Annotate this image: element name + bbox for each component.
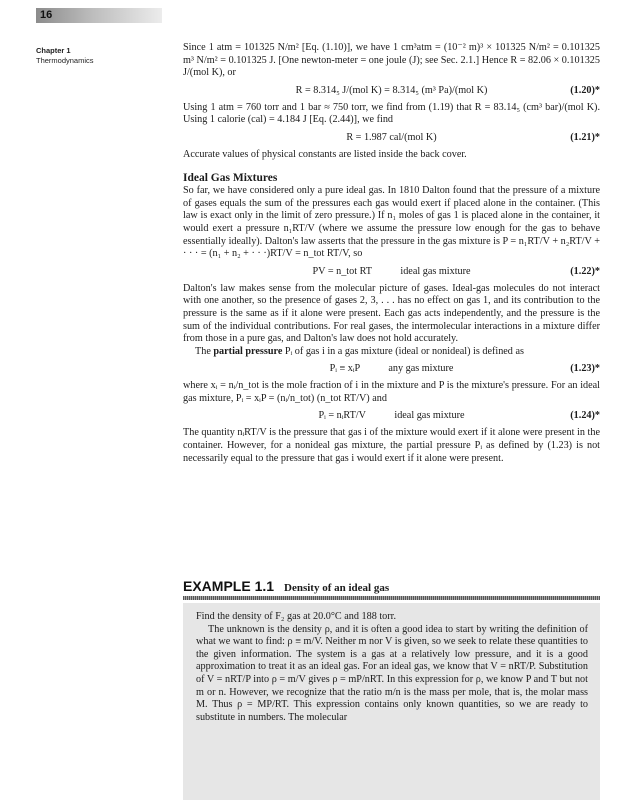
equation-expression: Pᵢ = nᵢRT/V: [318, 410, 366, 422]
equation-condition: ideal gas mixture: [400, 265, 471, 277]
page-number: 16: [40, 9, 53, 21]
paragraph: Using 1 atm = 760 torr and 1 bar ≈ 750 torr, we find from (1.19) that R = 83.14₅ (cm³ bar)/(mol K). Using 1 calorie (cal) = 4.184 J [Eq. (2.44)], we find: [183, 101, 600, 126]
running-head: [36, 46, 94, 66]
equation-1-24: [183, 407, 600, 425]
equation-body: [183, 263, 600, 281]
equation-expression: Pᵢ ≡ xᵢP: [329, 363, 360, 375]
paragraph: Accurate values of physical constants are listed inside the back cover.: [183, 148, 467, 160]
equation-1-21: [183, 129, 600, 147]
text-run: Pᵢ of gas i in a gas mixture (ideal or nonideal) is defined as: [282, 345, 524, 357]
equation-number: (1.23)*: [570, 363, 600, 375]
page-number-bar: [36, 8, 162, 23]
paragraph: where xᵢ = nᵢ/n_tot is the mole fraction of i in the mixture and P is the mixture's pressure. For an ideal gas mixture, Pᵢ = xᵢP = (nᵢ/n_tot) (n_tot RT/V) and: [183, 380, 600, 404]
paragraph: Find the density of F₂ gas at 20.0°C and 188 torr.: [196, 611, 397, 622]
chapter-title: Thermodynamics: [36, 56, 94, 65]
equation-condition: ideal gas mixture: [394, 410, 465, 422]
equation-body: [183, 360, 600, 378]
equation-1-20: [183, 82, 600, 100]
equation-body: [183, 407, 600, 425]
equation-condition: any gas mixture: [388, 363, 454, 375]
equation-1-23: [183, 360, 600, 378]
equation-1-22: [183, 263, 600, 281]
equation-number: (1.24)*: [570, 410, 600, 422]
paragraph: [183, 346, 600, 359]
equation-number: (1.21)*: [570, 131, 600, 143]
equation-body: R = 1.987 cal/(mol K): [346, 131, 437, 143]
paragraph: Since 1 atm = 101325 N/m² [Eq. (1.10)], we have 1 cm³atm = (10⁻² m)³ × 101325 N/m² = 0.101325 m³ N/m² = 0.101325 J. [One newton-meter = one joule (J); see Sec. 2.1.] Hence R = 82.06 × 0.101325 J/(mol K), or: [183, 42, 600, 79]
equation-body: R = 8.314₅ J/(mol K) = 8.314₅ (m³ Pa)/(mol K): [295, 84, 488, 96]
paragraph: The unknown is the density ρ, and it is often a good idea to start by writing the definition of what we want to find: ρ ≡ m/V. Neither m nor V is given, so we seek to relate these quantities to the given information. The system is a gas at a relatively low pressure, and it is a good approximation to treat it as an ideal gas. For an ideal gas, we know that V = nRT/P. Substitution of V = nRT/P into ρ = m/V gives ρ = mP/nRT. In this expression for ρ, we know P and T but not m or n. However, we recognize that the ratio m/n is the mass per mole, that is, the molar mass M. Thus ρ = MP/RT. This expression contains only known quantities, so we are ready to substitute in numbers. The molecular: [196, 623, 588, 723]
defined-term: partial pressure: [213, 345, 283, 357]
paragraph: The quantity nᵢRT/V is the pressure that gas i of the mixture would exert if it alone were present in the container. However, for a nonideal gas mixture, the partial pressure Pᵢ as defined by (1.23) is not necessarily equal to the pressure that gas i would exert if it alone were present.: [183, 427, 600, 464]
main-text: [183, 42, 600, 465]
example-heading: [183, 578, 600, 596]
example-rule: [183, 596, 600, 600]
paragraph: So far, we have considered only a pure ideal gas. In 1810 Dalton found that the pressure of a mixture of gases equals the sum of the pressures each gas would exert if placed alone in the container. (This law is exact only in the limit of zero pressure.) If n₁ moles of gas 1 is placed alone in the container, it would exert a pressure n₁RT/V (where we assume the pressure low enough for the gas to behave essentially ideally). Dalton's law asserts that the pressure in the gas mixture is P = n₁RT/V + n₂RT/V + · · · = (n₁ + n₂ + · · ·)RT/V = n_tot RT/V, so: [183, 185, 600, 260]
example-title: Density of an ideal gas: [284, 582, 390, 594]
chapter-label: Chapter 1: [36, 46, 71, 55]
paragraph: Dalton's law makes sense from the molecular picture of gases. Ideal-gas molecules do not interact with one another, so the presence of gases 2, 3, . . . has no effect on gas 1, and its contribution to the pressure is the same as if it alone were present. Each gas acts independently, and the pressure is the sum of the individual contributions. For real gases, the intermolecular interactions in a mixture differ from those in a pure gas, and Dalton's law does not hold accurately.: [183, 282, 600, 345]
equation-number: (1.20)*: [570, 84, 600, 96]
text-run: The: [195, 345, 214, 357]
section-heading: Ideal Gas Mixtures: [183, 171, 278, 184]
example-label: EXAMPLE 1.1: [183, 578, 275, 594]
example-text: [196, 611, 588, 724]
equation-expression: PV = n_tot RT: [312, 265, 372, 277]
equation-number: (1.22)*: [570, 265, 600, 277]
